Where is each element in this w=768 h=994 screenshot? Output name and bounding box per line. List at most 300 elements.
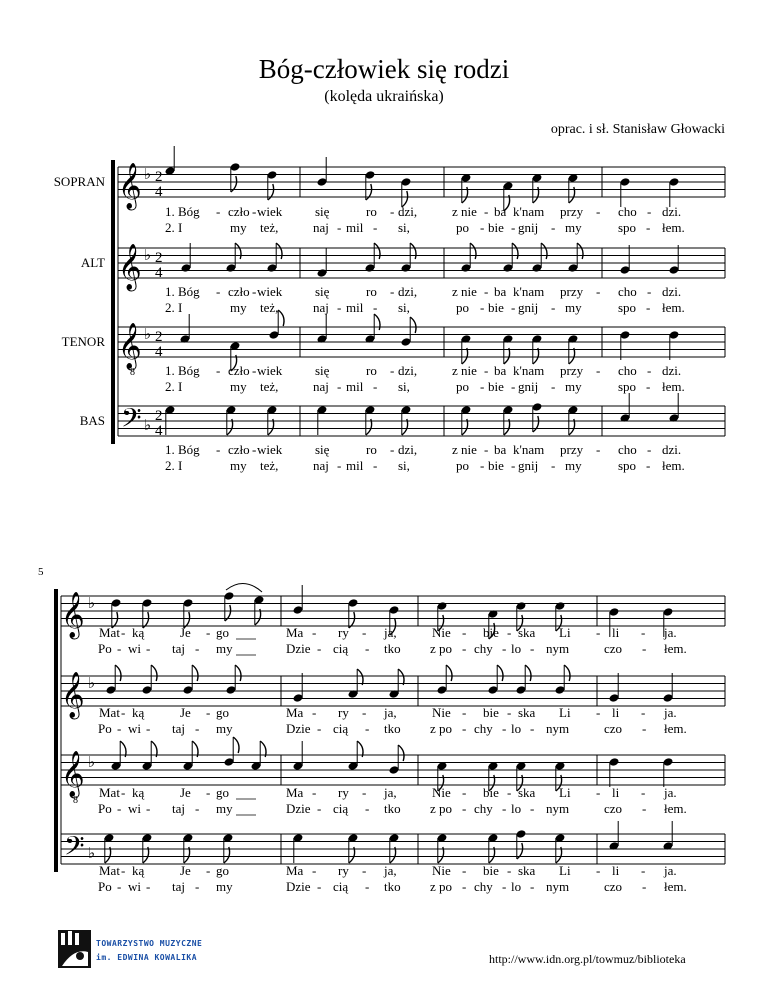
lyric-verse2: - (642, 641, 647, 656)
lyric-verse1: Li (559, 863, 571, 878)
lyric-verse2: 2. I (165, 220, 183, 235)
logo-emblem-icon (58, 930, 91, 968)
flat-sign: ♭ (88, 846, 96, 862)
lyric-verse1: go (216, 705, 229, 720)
lyric-verse1: - (121, 625, 126, 640)
lyric-verse1: dzi. (662, 204, 682, 219)
time-sig-den: 4 (155, 344, 163, 360)
lyric-verse1: ro (366, 204, 377, 219)
lyric-verse2: - (642, 721, 647, 736)
lyric-verse2: taj (172, 801, 185, 816)
lyric-verse2: taj (172, 721, 185, 736)
lyric-verse2: chy (474, 721, 493, 736)
voice-label: TENOR (61, 334, 105, 349)
composer-credit: oprac. i sł. Stanisław Głowacki (550, 122, 725, 137)
lyric-verse2: 2. I (165, 300, 183, 315)
lyric-verse1: li (612, 863, 620, 878)
time-sig-num: 2 (155, 250, 163, 266)
lyric-verse2: mil (346, 220, 364, 235)
lyric-verse2: - (146, 721, 151, 736)
lyric-verse2: - (646, 379, 651, 394)
lyric-verse1: ja, (384, 705, 397, 720)
voice-label: ALT (80, 255, 105, 270)
lyric-verse1: ja. (664, 705, 677, 720)
lyric-verse1: dzi. (662, 442, 682, 457)
note-flag (410, 243, 416, 259)
lyric-verse2: my (565, 220, 582, 235)
lyric-verse1: go (216, 863, 229, 878)
lyric-verse2: wi (128, 721, 141, 736)
lyric-verse2: - (117, 721, 122, 736)
treble-clef-icon: 𝄞 (118, 163, 142, 208)
lyric-verse1: czło (228, 363, 250, 378)
lyric-verse2: łem. (662, 458, 685, 473)
lyric-verse2: - (462, 801, 467, 816)
lyric-verse2: - (462, 721, 467, 736)
lyric-verse1: dzi, (398, 442, 418, 457)
lyric-verse1: - (596, 785, 601, 800)
lyric-verse1: 1. Bóg (165, 284, 200, 299)
lyric-verse2: - (195, 721, 200, 736)
lyric-verse2: - (373, 220, 378, 235)
lyric-verse1: ro (366, 363, 377, 378)
lyric-verse2: - (195, 641, 200, 656)
lyric-verse2: nym (546, 879, 570, 894)
lyric-verse1: ja. (664, 863, 677, 878)
lyric-verse2: łem. (664, 879, 687, 894)
lyric-verse2: - (551, 300, 556, 315)
lyric-verse1: 1. Bóg (165, 204, 200, 219)
lyric-verse1: - (252, 204, 257, 219)
lyric-verse2: my (230, 220, 247, 235)
note-flag (533, 416, 539, 432)
lyric-verse1: czło (228, 284, 250, 299)
lyric-verse1: z nie (452, 204, 477, 219)
lyric-verse1: - (216, 284, 221, 299)
lyric-verse1: się (315, 204, 330, 219)
lyric-verse1: ry (338, 705, 349, 720)
lyric-verse2: - (195, 879, 200, 894)
lyric-verse1: wiek (257, 363, 283, 378)
lyric-verse2: mil (346, 458, 364, 473)
lyric-verse1: ry (338, 863, 349, 878)
lyric-verse1: - (362, 705, 367, 720)
voice-label: BAS (79, 413, 105, 428)
lyric-verse1: - (507, 625, 512, 640)
lyric-verse1: ska (518, 863, 536, 878)
note-flag (115, 665, 121, 681)
note-flag (192, 665, 198, 681)
lyric-verse1: - (312, 625, 317, 640)
lyric-verse1: - (462, 863, 467, 878)
lyric-verse2: - (646, 220, 651, 235)
note-flag (235, 665, 241, 681)
lyric-verse1: bie (483, 785, 499, 800)
lyric-verse2: taj (172, 879, 185, 894)
lyric-verse1: ja. (664, 625, 677, 640)
note-flag (497, 665, 503, 681)
lyric-verse2: tko (384, 641, 401, 656)
lyric-verse1: ro (366, 442, 377, 457)
flat-sign: ♭ (88, 755, 96, 771)
lyric-verse1: - (462, 785, 467, 800)
lyric-verse1: go (216, 785, 229, 800)
lyric-verse2: z po (430, 801, 453, 816)
note-flag (357, 669, 363, 685)
lyric-verse1: wiek (257, 204, 283, 219)
lyric-verse1: 1. Bóg (165, 442, 200, 457)
lyric-verse2: łem. (664, 641, 687, 656)
lyric-verse1: czło (228, 204, 250, 219)
lyric-verse1: - (507, 863, 512, 878)
lyric-verse1: li (612, 705, 620, 720)
note-flag (366, 184, 372, 200)
flat-sign: ♭ (88, 676, 96, 692)
lyric-verse1: ką (132, 705, 145, 720)
lyric-verse2: spo (618, 379, 637, 394)
lyric-verse1: Nie (432, 705, 451, 720)
lyric-verse1: ska (518, 785, 536, 800)
lyric-verse2: czo (604, 721, 623, 736)
lyric-verse2: - (511, 220, 516, 235)
note-flag (525, 665, 531, 681)
note-flag (233, 737, 239, 753)
lyric-verse2: gnij (518, 458, 539, 473)
lyric-verse2: - (642, 879, 647, 894)
lyric-verse2: gnij (518, 379, 539, 394)
lyric-verse1: - (121, 705, 126, 720)
lyric-verse1: - (596, 863, 601, 878)
treble-clef-icon: 𝄞 (61, 751, 85, 796)
time-sig-den: 4 (155, 184, 163, 200)
lyric-verse1: - (462, 705, 467, 720)
lyric-verse1: - (390, 284, 395, 299)
lyric-verse2: - (502, 801, 507, 816)
lyric-verse2: - (337, 300, 342, 315)
note-flag (470, 243, 476, 259)
lyric-verse1: Ma (286, 785, 304, 800)
lyric-verse2: po (456, 458, 469, 473)
lyric-verse2: nym (546, 641, 570, 656)
lyric-verse1: Nie (432, 863, 451, 878)
time-sig-den: 4 (155, 265, 163, 281)
lyric-verse1: Nie (432, 625, 451, 640)
lyric-verse2: wi (128, 801, 141, 816)
lyric-verse2: - (146, 801, 151, 816)
lyric-verse2: lo (511, 879, 522, 894)
lyric-verse1: Mat (99, 625, 120, 640)
lyric-verse1: bie (483, 625, 499, 640)
lyric-verse2: też, (260, 458, 279, 473)
lyric-verse2: też, (260, 379, 279, 394)
lyric-verse2: my (565, 300, 582, 315)
lyric-verse1: li (612, 625, 620, 640)
note-flag (512, 243, 518, 259)
lyric-verse2: - (365, 879, 370, 894)
logo-line2: im. EDWINA KOWALIKA (96, 953, 198, 962)
flat-sign: ♭ (144, 418, 152, 434)
lyric-verse1: cho (618, 204, 637, 219)
lyric-verse1: ja, (384, 785, 397, 800)
lyric-verse2: - (480, 379, 485, 394)
lyric-verse1: - (206, 863, 211, 878)
lyric-verse1: Ma (286, 863, 304, 878)
note-flag (410, 317, 416, 333)
lyric-verse2: 2. I (165, 379, 183, 394)
lyric-verse1: przy (560, 363, 584, 378)
lyric-verse1: ja. (664, 785, 677, 800)
lyric-verse2: gnij (518, 220, 539, 235)
lyric-verse2: - (317, 879, 322, 894)
lyric-verse1: - (596, 284, 601, 299)
lyric-verse1: dzi, (398, 284, 418, 299)
lyric-verse2: - (462, 641, 467, 656)
lyric-verse2: wi (128, 879, 141, 894)
lyric-verse1: z nie (452, 363, 477, 378)
lyric-verse2: - (146, 879, 151, 894)
note-flag (398, 745, 404, 761)
lyric-verse2: Dzie (286, 721, 311, 736)
note-flag (541, 243, 547, 259)
lyric-verse1: - (216, 204, 221, 219)
lyric-verse1: czło (228, 442, 250, 457)
note-flag (577, 243, 583, 259)
lyric-verse1: - (206, 705, 211, 720)
lyric-verse2: chy (474, 801, 493, 816)
lyric-verse2: - (511, 300, 516, 315)
lyric-verse2: si, (398, 300, 410, 315)
note-flag (235, 243, 241, 259)
lyric-verse1: - (647, 204, 652, 219)
measure-number: 5 (38, 566, 44, 578)
lyric-verse1: Mat (99, 785, 120, 800)
lyric-verse1: - (216, 442, 221, 457)
lyric-verse2: - (373, 458, 378, 473)
lyric-verse1: dzi, (398, 363, 418, 378)
lyric-verse1: - (390, 363, 395, 378)
lyric-verse2: my (230, 379, 247, 394)
lyric-verse2: cią (333, 641, 349, 656)
lyric-verse2: - (642, 801, 647, 816)
lyric-verse2: łem. (662, 220, 685, 235)
lyric-verse1: ja, (384, 863, 397, 878)
lyric-verse2: lo (511, 641, 522, 656)
lyric-verse2: Dzie (286, 879, 311, 894)
lyric-verse2: - (117, 641, 122, 656)
lyric-verse1: - (121, 863, 126, 878)
lyric-verse2: taj (172, 641, 185, 656)
time-sig-den: 4 (155, 423, 163, 439)
lyric-verse2: mil (346, 379, 364, 394)
lyric-verse2: - (502, 721, 507, 736)
flat-sign: ♭ (144, 248, 152, 264)
lyric-verse2: po (456, 379, 469, 394)
lyric-verse1: dzi. (662, 284, 682, 299)
lyric-verse2: - (317, 641, 322, 656)
lyric-verse1: - (596, 363, 601, 378)
lyric-verse1: - (252, 363, 257, 378)
lyric-verse1: wiek (257, 284, 283, 299)
lyric-verse2: Po (98, 721, 112, 736)
bass-clef-icon: 𝄢 (64, 831, 85, 867)
voice-label: SOPRAN (53, 174, 105, 189)
lyric-verse1: przy (560, 204, 584, 219)
lyric-verse1: Li (559, 785, 571, 800)
note-flag (276, 243, 282, 259)
lyric-verse1: - (484, 363, 489, 378)
lyric-verse1: - (121, 785, 126, 800)
note-flag (398, 669, 404, 685)
time-sig-num: 2 (155, 329, 163, 345)
lyric-verse2: my (216, 879, 233, 894)
lyric-verse2: - (365, 721, 370, 736)
lyric-verse2: si, (398, 458, 410, 473)
lyric-verse1: cho (618, 284, 637, 299)
lyric-verse1: ry (338, 785, 349, 800)
lyric-verse1: - (312, 785, 317, 800)
flat-sign: ♭ (144, 327, 152, 343)
lyric-verse1: Li (559, 705, 571, 720)
lyric-verse2: - (480, 458, 485, 473)
lyric-verse1: - (596, 204, 601, 219)
lyric-verse1: k'nam (513, 442, 545, 457)
lyric-verse1: ba (494, 204, 507, 219)
lyric-verse2: - (480, 300, 485, 315)
lyric-verse1: Je (180, 625, 191, 640)
lyric-verse2: cią (333, 721, 349, 736)
lyric-verse2: też, (260, 220, 279, 235)
lyric-verse2: my (216, 641, 233, 656)
lyric-verse2: Dzie (286, 801, 311, 816)
lyric-verse1: Li (559, 625, 571, 640)
lyric-verse1: Mat (99, 863, 120, 878)
lyric-verse2: - (337, 458, 342, 473)
lyric-verse2: łem. (664, 801, 687, 816)
lyric-verse1: - (252, 442, 257, 457)
lyric-verse2: - (530, 721, 535, 736)
lyric-verse2: naj (313, 379, 329, 394)
lyric-verse1: ska (518, 625, 536, 640)
lyric-verse2: - (551, 379, 556, 394)
lyric-verse1: Je (180, 863, 191, 878)
lyric-verse2: nym (546, 721, 570, 736)
bass-clef-icon: 𝄢 (121, 403, 142, 439)
lyric-verse1: się (315, 442, 330, 457)
lyric-verse2: - (373, 300, 378, 315)
note-flag (462, 348, 468, 364)
lyric-verse2: - (480, 220, 485, 235)
lyric-verse2: z po (430, 641, 453, 656)
lyric-verse1: bie (483, 863, 499, 878)
logo-line1: TOWARZYSTWO MUZYCZNE (96, 939, 203, 948)
lyric-verse1: z nie (452, 284, 477, 299)
lyric-verse2: spo (618, 220, 637, 235)
lyric-verse2: - (502, 641, 507, 656)
lyric-verse2: - (317, 801, 322, 816)
lyric-verse1: Je (180, 705, 191, 720)
lyric-verse2: łem. (662, 300, 685, 315)
lyric-verse2: chy (474, 641, 493, 656)
lyric-verse1: - (390, 442, 395, 457)
lyric-verse2: Dzie (286, 641, 311, 656)
lyric-verse1: cho (618, 363, 637, 378)
note-flag (374, 314, 380, 330)
tenor-8-mark: 8 (73, 795, 78, 806)
lyric-verse2: - (317, 721, 322, 736)
lyric-verse1: ką (132, 785, 145, 800)
score-subtitle: (kolęda ukraińska) (324, 88, 444, 105)
note-flag (504, 348, 510, 364)
flat-sign: ♭ (88, 596, 96, 612)
lyric-verse1: Ma (286, 625, 304, 640)
note-flag (374, 243, 380, 259)
lyric-verse1: Ma (286, 705, 304, 720)
lyric-verse2: - (337, 220, 342, 235)
lyric-verse2: czo (604, 801, 623, 816)
lyric-verse1: - (484, 284, 489, 299)
lyric-verse1: Mat (99, 705, 120, 720)
lyric-verse1: - (216, 363, 221, 378)
lyric-verse2: tko (384, 801, 401, 816)
lyric-verse2: my (230, 300, 247, 315)
lyric-verse1: k'nam (513, 204, 545, 219)
lyric-verse2: tko (384, 879, 401, 894)
lyric-verse2: - (462, 879, 467, 894)
lyric-verse2: - (117, 879, 122, 894)
lyric-verse2: - (551, 458, 556, 473)
lyric-verse1: - (647, 284, 652, 299)
lyric-verse1: - (596, 442, 601, 457)
lyric-verse2: - (146, 641, 151, 656)
lyric-verse1: k'nam (513, 363, 545, 378)
lyric-verse1: ry (338, 625, 349, 640)
lyric-verse2: cią (333, 879, 349, 894)
lyric-verse2: czo (604, 879, 623, 894)
lyric-verse2: - (511, 458, 516, 473)
lyric-verse1: - (596, 625, 601, 640)
footer-url[interactable]: http://www.idn.org.pl/towmuz/biblioteka (489, 952, 686, 966)
lyric-verse1: - (462, 625, 467, 640)
treble-clef-icon: 𝄞 (61, 592, 85, 637)
time-sig-num: 2 (155, 169, 163, 185)
lyric-verse1: - (641, 625, 646, 640)
lyric-verse2: my (565, 458, 582, 473)
note-flag (446, 665, 452, 681)
lyric-verse1: - (206, 785, 211, 800)
lyric-verse2: - (365, 801, 370, 816)
note-flag (151, 665, 157, 681)
lyric-verse2: spo (618, 458, 637, 473)
note-flag (564, 665, 570, 681)
lyric-verse1: - (206, 625, 211, 640)
lyric-verse2: łem. (662, 379, 685, 394)
lyric-verse2: naj (313, 458, 329, 473)
lyric-verse2: si, (398, 220, 410, 235)
lyric-verse2: mil (346, 300, 364, 315)
lyric-verse1: - (507, 705, 512, 720)
lyric-verse1: - (507, 785, 512, 800)
lyric-verse2: - (646, 458, 651, 473)
lyric-verse2: po (456, 220, 469, 235)
lyric-verse2: Po (98, 801, 112, 816)
lyric-verse1: - (362, 625, 367, 640)
lyric-verse2: - (337, 379, 342, 394)
lyric-verse1: li (612, 785, 620, 800)
lyric-verse1: Nie (432, 785, 451, 800)
lyric-verse2: z po (430, 879, 453, 894)
lyric-verse1: ba (494, 284, 507, 299)
lyric-verse2: lo (511, 801, 522, 816)
